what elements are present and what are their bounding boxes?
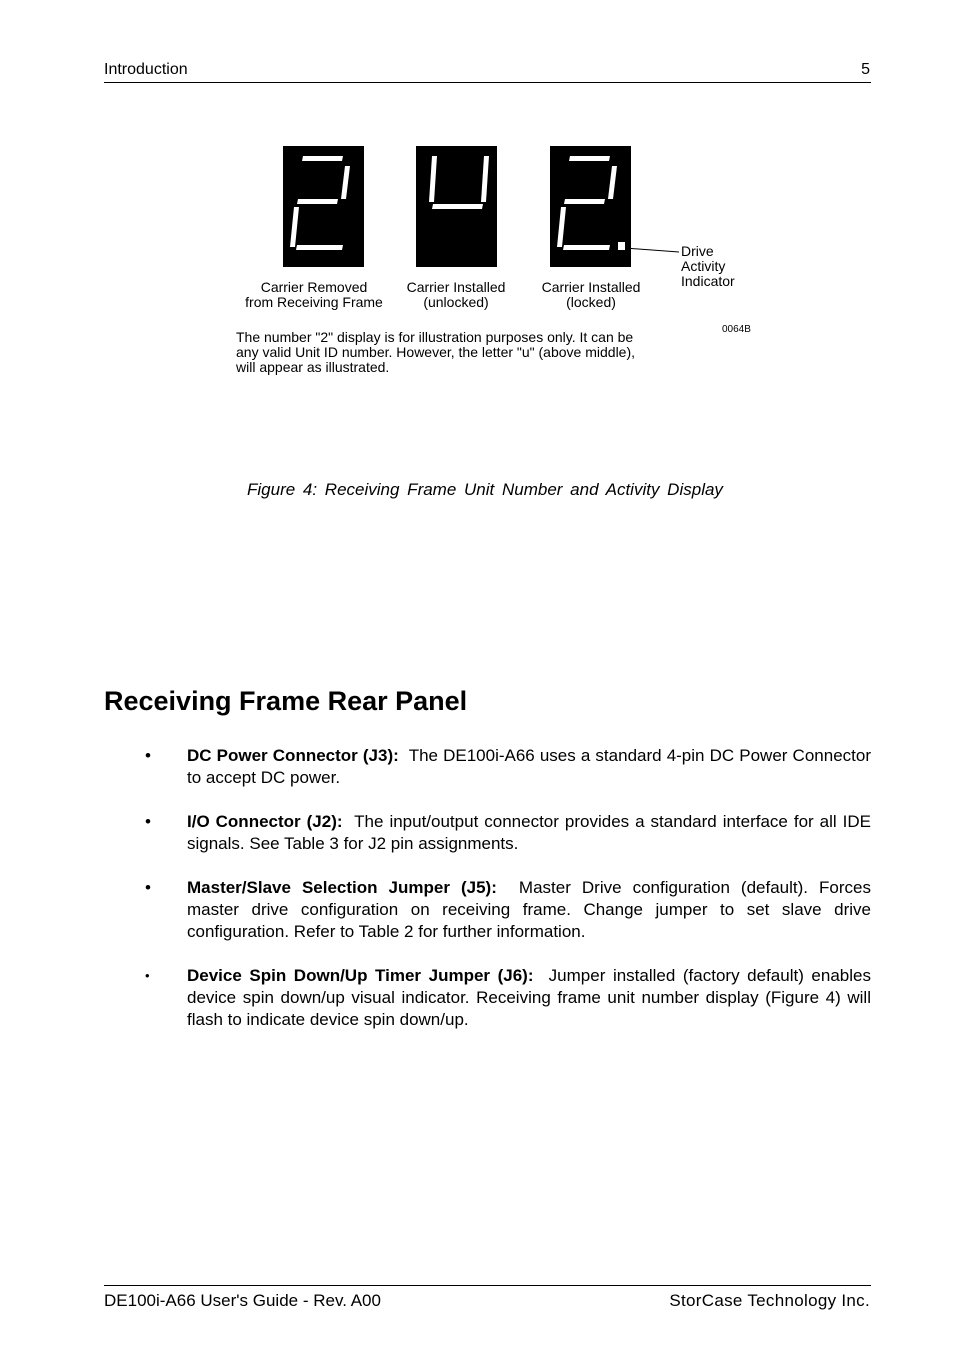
bullet-text: Master Drive configuration (default). Forces master drive configuration on receiving frame. Change jumper to set slave drive configuration. Refer to Table 2 for further information. — [187, 878, 871, 941]
footer-document-title: DE100i-A66 User's Guide - Rev. A00 — [104, 1291, 381, 1310]
bullet-term: Master/Slave Selection Jumper (J5): — [187, 878, 497, 897]
bullet-marker: • — [145, 746, 151, 765]
bullet-item — [145, 965, 871, 1031]
display-carrier-unlocked — [416, 146, 497, 267]
bullet-marker: • — [145, 968, 150, 983]
figure-4 — [0, 0, 954, 520]
bullet-text: The input/output connector provides a standard interface for all IDE signals. See Table 3 for J2 pin assignments. — [187, 812, 872, 853]
figure-note: The number "2" display is for illustration purposes only. It can be any valid Unit ID number. However, the letter "u" (above middle), will appear as illustrated. — [236, 329, 636, 375]
footer-company: StorCase Technology Inc. — [669, 1291, 870, 1310]
bullet-term: Device Spin Down/Up Timer Jumper (J6): — [187, 966, 534, 985]
bullet-list — [145, 745, 871, 1053]
label-carrier-unlocked: Carrier Installed (unlocked) — [406, 279, 506, 310]
drive-indicator-leader — [625, 240, 685, 256]
bullet-term: DC Power Connector (J3): — [187, 746, 399, 765]
bullet-item — [145, 745, 871, 789]
bullet-item — [145, 877, 871, 943]
display-carrier-removed — [283, 146, 364, 267]
running-header-section: Introduction — [104, 61, 188, 78]
drive-activity-dot — [618, 242, 625, 250]
bullet-marker: • — [145, 812, 151, 831]
bullet-text: Jumper installed (factory default) enables device spin down/up visual indicator. Receiving frame unit number display (Figure 4) will flash to indicate device spin down/up. — [187, 966, 871, 1029]
footer-rule — [104, 1285, 871, 1286]
display-carrier-locked — [550, 146, 631, 267]
bullet-term: I/O Connector (J2): — [187, 812, 343, 831]
figure-caption: Figure 4: Receiving Frame Unit Number and Activity Display — [247, 480, 723, 499]
label-carrier-removed: Carrier Removed from Receiving Frame — [245, 279, 383, 310]
bullet-item — [145, 811, 871, 855]
figure-id: 0064B — [722, 324, 751, 335]
page-number: 5 — [861, 61, 870, 78]
bullet-text: The DE100i-A66 uses a standard 4-pin DC Power Connector to accept DC power. — [187, 746, 871, 787]
bullet-marker: • — [145, 878, 151, 897]
drive-activity-label: Drive Activity Indicator — [681, 243, 735, 289]
section-title: Receiving Frame Rear Panel — [104, 686, 468, 716]
label-carrier-locked: Carrier Installed (locked) — [541, 279, 641, 310]
